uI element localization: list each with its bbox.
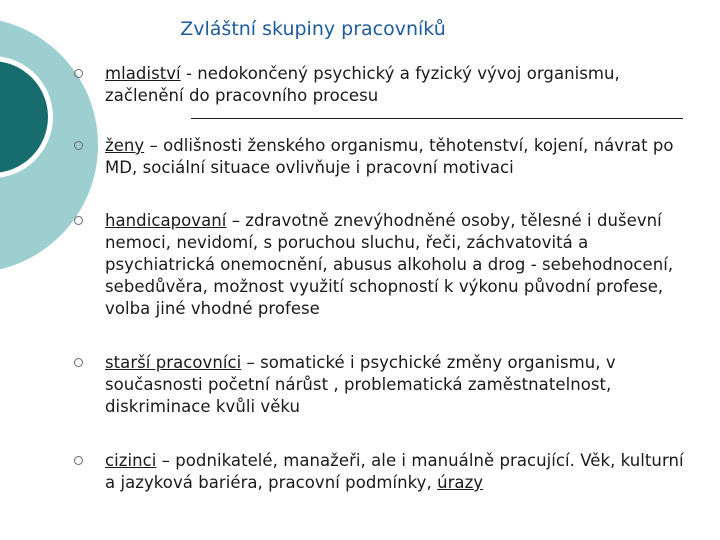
bullet-text: – odlišnosti ženského organismu, těhotenství, kojení, návrat po MD, sociální situace ovlivňuje i pracovní motivaci — [105, 136, 674, 177]
hollow-circle-bullet-icon — [74, 358, 83, 367]
bullet-text: – podnikatelé, manažeři, ale i manuálně pracující. Věk, kulturní a jazyková bariéra, pracovní podmínky, — [105, 451, 684, 492]
bullet-text: – somatické i psychické změny organismu, v současnosti početní nárůst , problematická zaměstnatelnost, diskriminace kvůli věku — [105, 353, 616, 416]
divider-line — [191, 118, 683, 119]
hollow-circle-bullet-icon — [74, 456, 83, 465]
bullet-term: ženy — [105, 136, 145, 155]
bullet-zeny — [74, 135, 694, 179]
slide-title: Zvláštní skupiny pracovníků — [180, 18, 446, 40]
hollow-circle-bullet-icon — [74, 69, 83, 78]
hollow-circle-bullet-icon — [74, 141, 83, 150]
bullet-term: handicapovaní — [105, 211, 227, 230]
bullet-term: cizinci — [105, 451, 157, 470]
bullet-term: mladiství — [105, 64, 181, 83]
bullet-text: - nedokončený psychický a fyzický vývoj organismu, začlenění do pracovního procesu — [105, 64, 620, 105]
hollow-circle-bullet-icon — [74, 216, 83, 225]
bullet-mladistvi — [74, 63, 694, 107]
bullet-text: – zdravotně znevýhodněné osoby, tělesné i duševní nemoci, nevidomí, s poruchou sluchu, řeči, záchvatovitá a psychiatrická onemocnění, abusus alkoholu a drog - sebehodnocení, sebedůvěra, možnost využití schopností k výkonu původní profese, volba jiné vhodné profese — [105, 211, 674, 318]
bullet-starsi-pracovnici — [74, 352, 694, 418]
bullet-cizinci — [74, 450, 694, 494]
bullet-term-end: úrazy — [437, 473, 484, 492]
bullet-term: starší pracovníci — [105, 353, 242, 372]
bullet-list — [74, 63, 694, 494]
bullet-handicapovani — [74, 210, 694, 320]
